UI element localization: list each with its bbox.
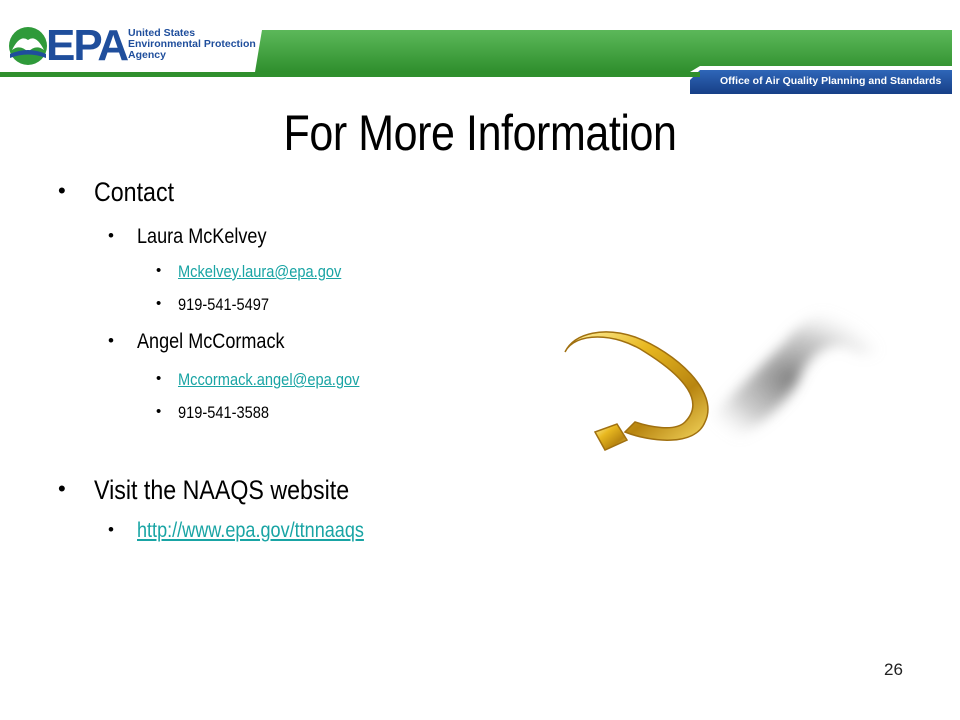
bullet-icon: • <box>108 226 114 245</box>
bullet-person-1-phone <box>156 295 284 315</box>
agency-line-3: Agency <box>128 49 166 61</box>
contact-label: Contact <box>94 177 175 207</box>
person-1-phone: 919-541-5497 <box>178 295 270 314</box>
website-label: Visit the NAAQS website <box>94 475 350 505</box>
person-1-name: Laura McKelvey <box>137 225 267 248</box>
website-url-link[interactable]: http://www.epa.gov/ttnnaaqs <box>137 519 364 542</box>
bullet-person-1-email <box>156 262 368 282</box>
bullet-icon: • <box>156 370 162 387</box>
agency-line-2: Environmental Protection <box>128 38 256 50</box>
page-number: 26 <box>884 660 903 679</box>
person-2-phone: 919-541-3588 <box>178 403 270 422</box>
epa-logo-text: EPA <box>46 21 128 70</box>
bullet-contact <box>58 177 187 208</box>
person-2-email-link[interactable]: Mccormack.angel@epa.gov <box>178 370 360 389</box>
bullet-icon: • <box>58 178 66 203</box>
person-2-name: Angel McCormack <box>137 330 285 353</box>
bullet-website-url <box>108 519 401 543</box>
gold-question-mark-icon <box>555 282 900 482</box>
bullet-icon: • <box>58 476 66 501</box>
office-name: Office of Air Quality Planning and Standards <box>720 75 942 87</box>
bullet-icon: • <box>108 520 114 539</box>
header-banner <box>0 0 960 100</box>
bullet-icon: • <box>108 331 114 350</box>
agency-line-1: United States <box>128 27 196 39</box>
banner-green-bar <box>255 30 952 72</box>
bullet-person-2-email <box>156 370 389 390</box>
epa-logo <box>6 22 256 72</box>
banner-strip <box>0 72 700 77</box>
bullet-icon: • <box>156 262 162 279</box>
person-1-email-link[interactable]: Mckelvey.laura@epa.gov <box>178 262 342 281</box>
bullet-person-2-phone <box>156 403 284 423</box>
bullet-icon: • <box>156 403 162 420</box>
epa-flower-icon <box>6 24 50 68</box>
bullet-website <box>58 475 391 506</box>
bullet-icon: • <box>156 295 162 312</box>
bullet-person-1 <box>108 225 288 249</box>
agency-name <box>128 28 278 61</box>
bullet-person-2 <box>108 330 309 354</box>
slide-title: For More Information <box>283 105 677 161</box>
